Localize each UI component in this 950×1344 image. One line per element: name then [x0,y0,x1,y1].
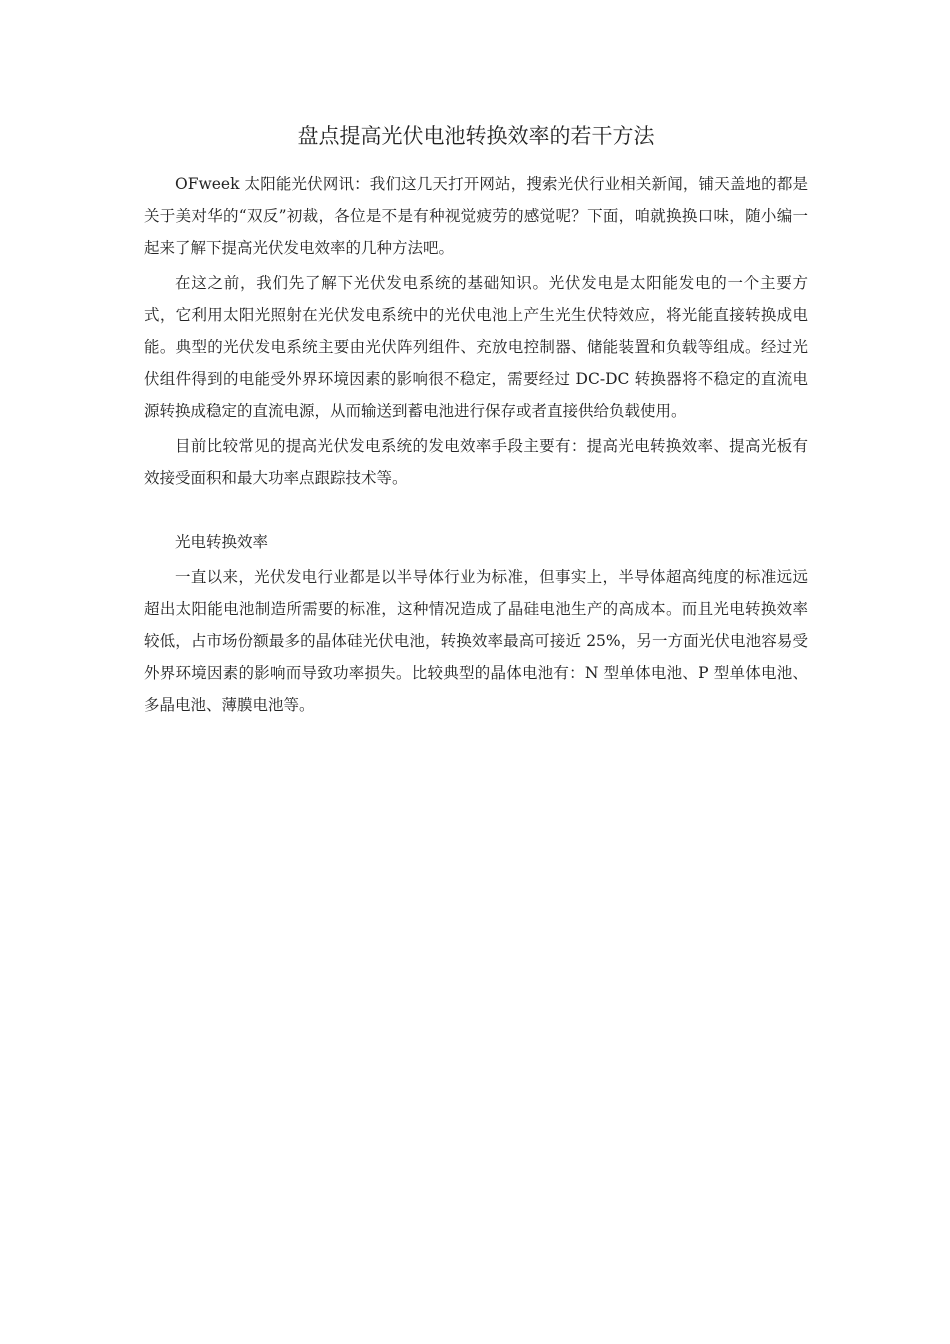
document-title: 盘点提高光伏电池转换效率的若干方法 [297,124,655,148]
section-heading: 光电转换效率 [175,533,269,551]
section-paragraph: 一直以来，光伏发电行业都是以半导体行业为标准，但事实上，半导体超高纯度的标准远远超出太阳能电池制造所需要的标准，这种情况造成了晶硅电池生产的高成本。而且光电转换效率较低，占市场份额最多的晶体硅光伏电池，转换效率最高可接近 25%，另一方面光伏电池容易受外界环境因素的影响而导致功率损失。比较典型的晶体电池有：N 型单体电池、P 型单体电池、多晶电池、薄膜电池等。 [144,568,808,714]
methods-paragraph: 目前比较常见的提高光伏发电系统的发电效率手段主要有：提高光电转换效率、提高光板有效接受面积和最大功率点跟踪技术等。 [144,437,808,487]
document-body [144,118,808,724]
background-paragraph: 在这之前，我们先了解下光伏发电系统的基础知识。光伏发电是太阳能发电的一个主要方式，它利用太阳光照射在光伏发电系统中的光伏电池上产生光生伏特效应，将光能直接转换成电能。典型的光伏发电系统主要由光伏阵列组件、充放电控制器、储能装置和负载等组成。经过光伏组件得到的电能受外界环境因素的影响很不稳定，需要经过 DC-DC 转换器将不稳定的直流电源转换成稳定的直流电源，从而输送到蓄电池进行保存或者直接供给负载使用。 [144,274,808,420]
intro-paragraph: OFweek 太阳能光伏网讯：我们这几天打开网站，搜索光伏行业相关新闻，铺天盖地的都是关于美对华的“双反”初裁，各位是不是有种视觉疲劳的感觉呢？下面，咱就换换口味，随小编一起来了解下提高光伏发电效率的几种方法吧。 [144,175,808,257]
